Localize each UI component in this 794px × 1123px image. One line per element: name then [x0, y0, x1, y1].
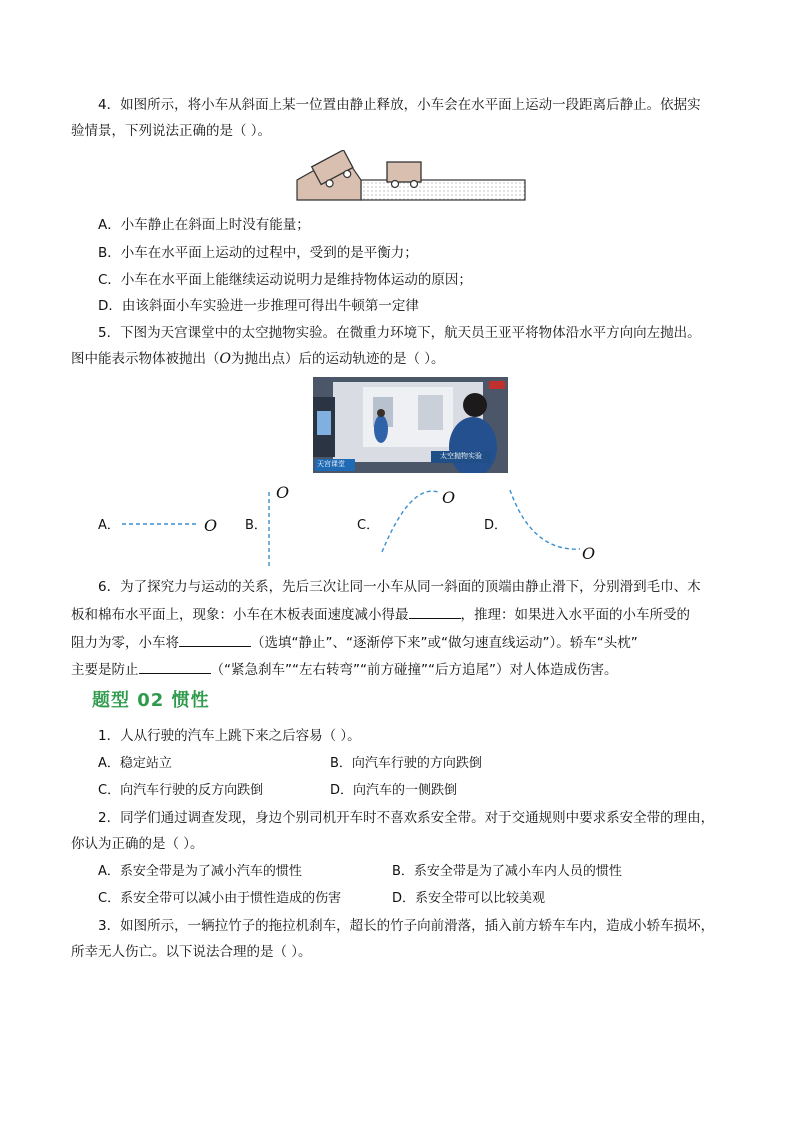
q4-option-b: B．小车在水平面上运动的过程中，受到的是平衡力；	[98, 245, 418, 261]
q5-choice-c-label: C．	[357, 518, 380, 533]
q4-stem-line1: 4．如图所示，将小车从斜面上某一位置由静止释放，小车会在水平面上运动一段距离后静止。依据实	[98, 97, 701, 113]
q6-line2: 板和棉布水平面上，现象：小车在木板表面速度减小得最 ，推理：如果进入水平面的小车所受的	[71, 604, 690, 625]
q5-choice-d-label: D．	[484, 518, 508, 533]
i2-option-d: D．系安全带可以比较美观	[392, 891, 546, 906]
photo-caption-right: 太空抛物实验	[440, 452, 482, 460]
q5-origin-d: O	[582, 544, 596, 563]
q5-origin-a: O	[204, 516, 218, 535]
i1-option-b: B．向汽车行驶的方向跌倒	[330, 756, 482, 771]
q4-option-d: D．由该斜面小车实验进一步推理可得出牛顿第一定律	[98, 298, 419, 314]
trajectory-c	[382, 491, 438, 552]
q4-stem-line2: 验情景，下列说法正确的是（ ）。	[71, 123, 272, 139]
q6-blank-2[interactable]	[179, 632, 251, 647]
photo-caption-left: 天宫课堂	[317, 460, 345, 468]
q5-stem-line2: 图中能表示物体被抛出（O为抛出点）后的运动轨迹的是（ ）。	[71, 351, 445, 367]
i2-line2: 你认为正确的是（ ）。	[71, 836, 204, 852]
q5-origin-c: O	[442, 488, 456, 507]
i1-stem: 1．人从行驶的汽车上跳下来之后容易（ ）。	[98, 728, 361, 744]
q5-choice-b-label: B．	[245, 518, 267, 533]
q4-option-a: A．小车静止在斜面上时没有能量；	[98, 217, 310, 233]
q6-line4: 主要是防止 （“紧急刹车”“左右转弯”“前方碰撞”“后方追尾”）对人体造成伤害。	[71, 659, 617, 680]
i3-line2: 所幸无人伤亡。以下说法合理的是（ ）。	[71, 944, 312, 960]
q6-line1: 6．为了探究力与运动的关系，先后三次让同一小车从同一斜面的顶端由静止滑下，分别滑到毛巾、木	[98, 579, 701, 595]
i2-option-a: A．系安全带是为了减小汽车的惯性	[98, 864, 302, 879]
i1-option-d: D．向汽车的一侧跌倒	[330, 783, 458, 798]
q6-line3: 阻力为零，小车将 （选填“静止”、“逐渐停下来”或“做匀速直线运动”）。轿车“头枕”	[71, 632, 638, 653]
trajectory-d	[510, 490, 580, 549]
q5-stem-line1: 5．下图为天宫课堂中的太空抛物实验。在微重力环境下，航天员王亚平将物体沿水平方向向左抛出。	[98, 325, 701, 341]
q5-choice-a-label: A．	[98, 518, 120, 533]
q5-origin-b: O	[276, 483, 290, 502]
section-title: 题型 02 惯性	[92, 690, 210, 711]
i1-option-a: A．稳定站立	[98, 756, 172, 771]
i2-option-b: B．系安全带是为了减小车内人员的惯性	[392, 864, 622, 879]
i2-option-c: C．系安全带可以减小由于惯性造成的伤害	[98, 891, 342, 906]
q6-blank-1[interactable]	[409, 604, 461, 619]
i3-line1: 3．如图所示，一辆拉竹子的拖拉机刹车，超长的竹子向前滑落，插入前方轿车车内，造成小轿车损坏，	[98, 918, 715, 934]
i2-line1: 2．同学们通过调查发现，身边个别司机开车时不喜欢系安全带。对于交通规则中要求系安全带的理由，	[98, 810, 715, 826]
i1-option-c: C．向汽车行驶的反方向跌倒	[98, 783, 264, 798]
q6-blank-3[interactable]	[139, 659, 211, 674]
q4-option-c: C．小车在水平面上能继续运动说明力是维持物体运动的原因；	[98, 272, 472, 288]
